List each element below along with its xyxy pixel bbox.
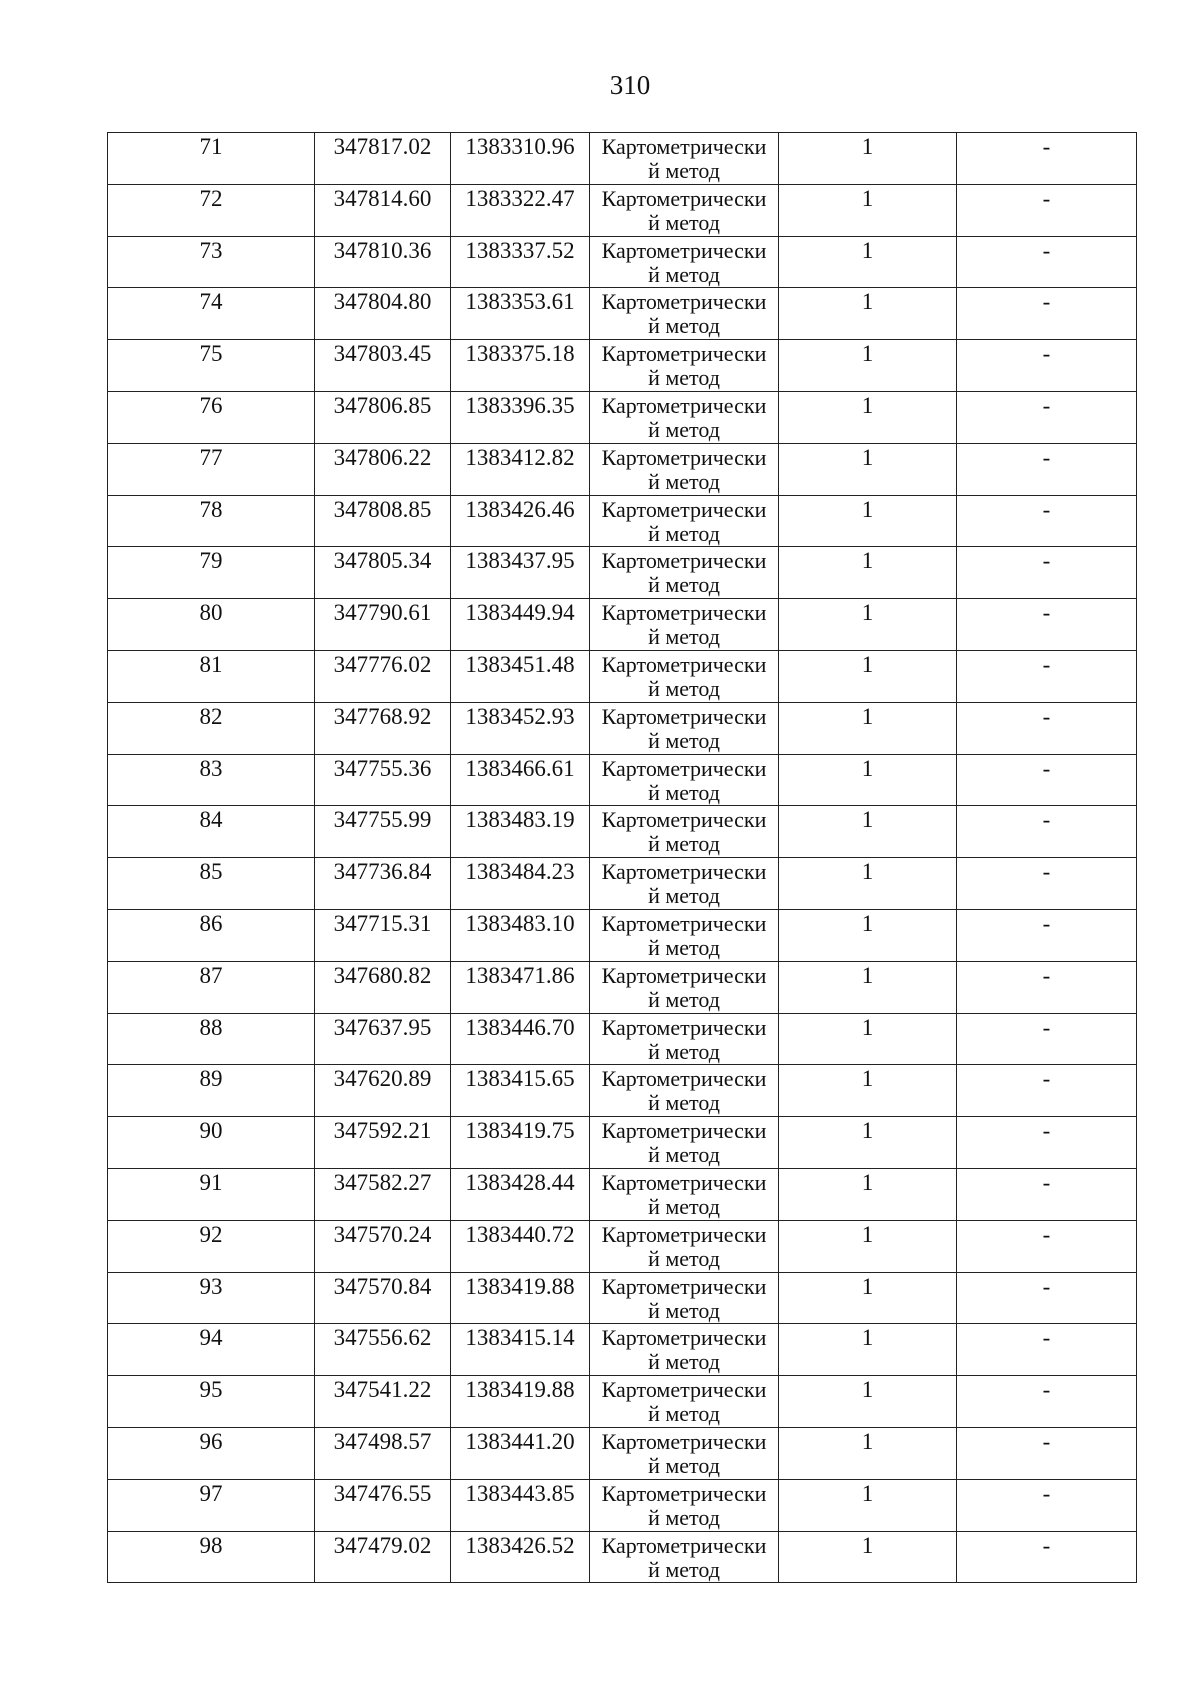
y-coordinate-cell: 1383466.61 bbox=[451, 754, 590, 806]
table-row bbox=[108, 702, 1137, 754]
y-coordinate-cell: 1383353.61 bbox=[451, 288, 590, 340]
method-line-2: й метод bbox=[648, 1090, 720, 1116]
point-number-cell: 84 bbox=[108, 806, 315, 858]
point-number-cell: 82 bbox=[108, 702, 315, 754]
y-coordinate-cell: 1383437.95 bbox=[451, 547, 590, 599]
note-cell: - bbox=[957, 1427, 1137, 1479]
precision-cell: 1 bbox=[779, 702, 957, 754]
x-coordinate-cell: 347804.80 bbox=[315, 288, 451, 340]
point-number-cell: 89 bbox=[108, 1065, 315, 1117]
method-cell bbox=[590, 650, 779, 702]
point-number-cell: 72 bbox=[108, 184, 315, 236]
point-number-cell: 75 bbox=[108, 340, 315, 392]
note-cell: - bbox=[957, 1117, 1137, 1169]
y-coordinate-cell: 1383483.19 bbox=[451, 806, 590, 858]
method-line-1: Картометрически bbox=[601, 910, 767, 936]
x-coordinate-cell: 347736.84 bbox=[315, 858, 451, 910]
point-number-cell: 96 bbox=[108, 1427, 315, 1479]
note-cell: - bbox=[957, 288, 1137, 340]
method-line-1: Картометрически bbox=[601, 651, 767, 677]
method-line-1: Картометрически bbox=[601, 600, 767, 626]
table-row bbox=[108, 1065, 1137, 1117]
note-cell: - bbox=[957, 702, 1137, 754]
precision-cell: 1 bbox=[779, 1168, 957, 1220]
coordinates-table bbox=[107, 132, 1137, 1583]
precision-cell: 1 bbox=[779, 909, 957, 961]
precision-cell: 1 bbox=[779, 1220, 957, 1272]
note-cell: - bbox=[957, 495, 1137, 547]
precision-cell: 1 bbox=[779, 1013, 957, 1065]
note-cell: - bbox=[957, 236, 1137, 288]
method-line-2: й метод bbox=[648, 209, 720, 235]
point-number-cell: 93 bbox=[108, 1272, 315, 1324]
precision-cell: 1 bbox=[779, 961, 957, 1013]
method-line-1: Картометрически bbox=[601, 1273, 767, 1299]
precision-cell: 1 bbox=[779, 288, 957, 340]
point-number-cell: 97 bbox=[108, 1479, 315, 1531]
method-line-1: Картометрически bbox=[601, 1532, 767, 1558]
method-cell bbox=[590, 1168, 779, 1220]
method-line-2: й метод bbox=[648, 158, 720, 183]
method-cell bbox=[590, 1376, 779, 1428]
precision-cell: 1 bbox=[779, 1427, 957, 1479]
table-row bbox=[108, 1531, 1137, 1583]
y-coordinate-cell: 1383415.65 bbox=[451, 1065, 590, 1117]
point-number-cell: 92 bbox=[108, 1220, 315, 1272]
method-cell bbox=[590, 184, 779, 236]
note-cell: - bbox=[957, 547, 1137, 599]
y-coordinate-cell: 1383451.48 bbox=[451, 650, 590, 702]
method-line-1: Картометрически bbox=[601, 1325, 767, 1351]
method-line-2: й метод bbox=[648, 365, 720, 391]
note-cell: - bbox=[957, 443, 1137, 495]
table-row bbox=[108, 1272, 1137, 1324]
note-cell: - bbox=[957, 909, 1137, 961]
method-line-2: й метод bbox=[648, 675, 720, 701]
point-number-cell: 88 bbox=[108, 1013, 315, 1065]
table-row bbox=[108, 495, 1137, 547]
method-cell bbox=[590, 443, 779, 495]
method-line-1: Картометрически bbox=[601, 1480, 767, 1506]
method-line-2: й метод bbox=[648, 1452, 720, 1478]
table-row bbox=[108, 288, 1137, 340]
y-coordinate-cell: 1383452.93 bbox=[451, 702, 590, 754]
method-line-1: Картометрически bbox=[601, 1118, 767, 1144]
precision-cell: 1 bbox=[779, 754, 957, 806]
table-row bbox=[108, 391, 1137, 443]
point-number-cell: 85 bbox=[108, 858, 315, 910]
precision-cell: 1 bbox=[779, 1272, 957, 1324]
precision-cell: 1 bbox=[779, 391, 957, 443]
table-row bbox=[108, 1427, 1137, 1479]
point-number-cell: 79 bbox=[108, 547, 315, 599]
x-coordinate-cell: 347479.02 bbox=[315, 1531, 451, 1583]
x-coordinate-cell: 347808.85 bbox=[315, 495, 451, 547]
x-coordinate-cell: 347755.36 bbox=[315, 754, 451, 806]
method-line-1: Картометрически bbox=[601, 496, 767, 522]
method-line-1: Картометрически bbox=[601, 755, 767, 781]
method-line-2: й метод bbox=[648, 1401, 720, 1427]
point-number-cell: 77 bbox=[108, 443, 315, 495]
method-line-2: й метод bbox=[648, 1245, 720, 1271]
table-row bbox=[108, 443, 1137, 495]
precision-cell: 1 bbox=[779, 236, 957, 288]
precision-cell: 1 bbox=[779, 133, 957, 185]
note-cell: - bbox=[957, 1272, 1137, 1324]
y-coordinate-cell: 1383419.75 bbox=[451, 1117, 590, 1169]
point-number-cell: 73 bbox=[108, 236, 315, 288]
note-cell: - bbox=[957, 133, 1137, 185]
table-row bbox=[108, 1220, 1137, 1272]
method-line-2: й метод bbox=[648, 883, 720, 909]
table-row bbox=[108, 650, 1137, 702]
precision-cell: 1 bbox=[779, 1117, 957, 1169]
page-number: 310 bbox=[609, 70, 651, 100]
method-cell bbox=[590, 858, 779, 910]
method-line-2: й метод bbox=[648, 1504, 720, 1530]
note-cell: - bbox=[957, 184, 1137, 236]
method-cell bbox=[590, 754, 779, 806]
point-number-cell: 95 bbox=[108, 1376, 315, 1428]
method-line-1: Картометрически bbox=[601, 807, 767, 833]
point-number-cell: 83 bbox=[108, 754, 315, 806]
method-line-1: Картометрически bbox=[601, 962, 767, 988]
method-cell bbox=[590, 236, 779, 288]
method-line-1: Картометрически bbox=[601, 444, 767, 470]
method-line-1: Картометрически bbox=[601, 392, 767, 418]
method-cell bbox=[590, 1427, 779, 1479]
method-line-2: й метод bbox=[648, 1038, 720, 1064]
y-coordinate-cell: 1383419.88 bbox=[451, 1376, 590, 1428]
method-line-2: й метод bbox=[648, 986, 720, 1012]
precision-cell: 1 bbox=[779, 184, 957, 236]
method-line-1: Картометрически bbox=[601, 237, 767, 263]
note-cell: - bbox=[957, 1531, 1137, 1583]
method-cell bbox=[590, 391, 779, 443]
table-row bbox=[108, 599, 1137, 651]
method-line-2: й метод bbox=[648, 1193, 720, 1219]
note-cell: - bbox=[957, 806, 1137, 858]
table-row bbox=[108, 1013, 1137, 1065]
y-coordinate-cell: 1383449.94 bbox=[451, 599, 590, 651]
x-coordinate-cell: 347680.82 bbox=[315, 961, 451, 1013]
y-coordinate-cell: 1383441.20 bbox=[451, 1427, 590, 1479]
method-line-1: Картометрически bbox=[601, 1428, 767, 1454]
precision-cell: 1 bbox=[779, 495, 957, 547]
method-line-2: й метод bbox=[648, 572, 720, 598]
method-line-2: й метод bbox=[648, 1297, 720, 1323]
precision-cell: 1 bbox=[779, 1065, 957, 1117]
table-row bbox=[108, 754, 1137, 806]
y-coordinate-cell: 1383443.85 bbox=[451, 1479, 590, 1531]
x-coordinate-cell: 347755.99 bbox=[315, 806, 451, 858]
method-cell bbox=[590, 1220, 779, 1272]
method-line-2: й метод bbox=[648, 261, 720, 287]
method-line-1: Картометрически bbox=[601, 1221, 767, 1247]
method-cell bbox=[590, 1117, 779, 1169]
y-coordinate-cell: 1383426.52 bbox=[451, 1531, 590, 1583]
method-cell bbox=[590, 547, 779, 599]
x-coordinate-cell: 347806.22 bbox=[315, 443, 451, 495]
y-coordinate-cell: 1383471.86 bbox=[451, 961, 590, 1013]
y-coordinate-cell: 1383412.82 bbox=[451, 443, 590, 495]
method-cell bbox=[590, 702, 779, 754]
precision-cell: 1 bbox=[779, 340, 957, 392]
table-row bbox=[108, 1117, 1137, 1169]
y-coordinate-cell: 1383483.10 bbox=[451, 909, 590, 961]
method-line-2: й метод bbox=[648, 1142, 720, 1168]
note-cell: - bbox=[957, 754, 1137, 806]
precision-cell: 1 bbox=[779, 547, 957, 599]
method-cell bbox=[590, 133, 779, 185]
note-cell: - bbox=[957, 961, 1137, 1013]
table-row bbox=[108, 858, 1137, 910]
method-cell bbox=[590, 495, 779, 547]
method-line-1: Картометрически bbox=[601, 859, 767, 885]
x-coordinate-cell: 347592.21 bbox=[315, 1117, 451, 1169]
y-coordinate-cell: 1383484.23 bbox=[451, 858, 590, 910]
method-cell bbox=[590, 961, 779, 1013]
x-coordinate-cell: 347570.24 bbox=[315, 1220, 451, 1272]
method-line-1: Картометрически bbox=[601, 185, 767, 211]
method-line-2: й метод bbox=[648, 468, 720, 494]
x-coordinate-cell: 347541.22 bbox=[315, 1376, 451, 1428]
x-coordinate-cell: 347810.36 bbox=[315, 236, 451, 288]
x-coordinate-cell: 347768.92 bbox=[315, 702, 451, 754]
method-cell bbox=[590, 599, 779, 651]
precision-cell: 1 bbox=[779, 1376, 957, 1428]
y-coordinate-cell: 1383428.44 bbox=[451, 1168, 590, 1220]
note-cell: - bbox=[957, 1324, 1137, 1376]
note-cell: - bbox=[957, 1220, 1137, 1272]
x-coordinate-cell: 347790.61 bbox=[315, 599, 451, 651]
method-line-1: Картометрически bbox=[601, 1066, 767, 1092]
note-cell: - bbox=[957, 1065, 1137, 1117]
method-line-2: й метод bbox=[648, 1556, 720, 1582]
x-coordinate-cell: 347582.27 bbox=[315, 1168, 451, 1220]
table-row bbox=[108, 1324, 1137, 1376]
table-row bbox=[108, 1376, 1137, 1428]
method-line-2: й метод bbox=[648, 831, 720, 857]
method-line-2: й метод bbox=[648, 1349, 720, 1375]
method-line-1: Картометрически bbox=[601, 703, 767, 729]
precision-cell: 1 bbox=[779, 806, 957, 858]
x-coordinate-cell: 347570.84 bbox=[315, 1272, 451, 1324]
point-number-cell: 78 bbox=[108, 495, 315, 547]
method-line-2: й метод bbox=[648, 624, 720, 650]
table-body bbox=[108, 133, 1137, 1583]
method-cell bbox=[590, 1065, 779, 1117]
x-coordinate-cell: 347715.31 bbox=[315, 909, 451, 961]
table-row bbox=[108, 547, 1137, 599]
point-number-cell: 74 bbox=[108, 288, 315, 340]
method-line-2: й метод bbox=[648, 313, 720, 339]
table-row bbox=[108, 961, 1137, 1013]
note-cell: - bbox=[957, 858, 1137, 910]
method-cell bbox=[590, 1324, 779, 1376]
method-line-1: Картометрически bbox=[601, 134, 767, 159]
table-row bbox=[108, 340, 1137, 392]
table-row bbox=[108, 1479, 1137, 1531]
y-coordinate-cell: 1383446.70 bbox=[451, 1013, 590, 1065]
method-line-1: Картометрически bbox=[601, 1377, 767, 1403]
note-cell: - bbox=[957, 599, 1137, 651]
method-cell bbox=[590, 806, 779, 858]
x-coordinate-cell: 347805.34 bbox=[315, 547, 451, 599]
y-coordinate-cell: 1383415.14 bbox=[451, 1324, 590, 1376]
method-cell bbox=[590, 1272, 779, 1324]
note-cell: - bbox=[957, 340, 1137, 392]
point-number-cell: 90 bbox=[108, 1117, 315, 1169]
method-line-2: й метод bbox=[648, 779, 720, 805]
table-row bbox=[108, 1168, 1137, 1220]
x-coordinate-cell: 347814.60 bbox=[315, 184, 451, 236]
note-cell: - bbox=[957, 1168, 1137, 1220]
point-number-cell: 98 bbox=[108, 1531, 315, 1583]
method-line-1: Картометрически bbox=[601, 1014, 767, 1040]
note-cell: - bbox=[957, 650, 1137, 702]
point-number-cell: 87 bbox=[108, 961, 315, 1013]
point-number-cell: 76 bbox=[108, 391, 315, 443]
x-coordinate-cell: 347498.57 bbox=[315, 1427, 451, 1479]
method-line-1: Картометрически bbox=[601, 341, 767, 367]
table-row bbox=[108, 184, 1137, 236]
point-number-cell: 91 bbox=[108, 1168, 315, 1220]
precision-cell: 1 bbox=[779, 1324, 957, 1376]
precision-cell: 1 bbox=[779, 650, 957, 702]
method-line-1: Картометрически bbox=[601, 289, 767, 315]
x-coordinate-cell: 347817.02 bbox=[315, 133, 451, 185]
x-coordinate-cell: 347803.45 bbox=[315, 340, 451, 392]
method-cell bbox=[590, 1479, 779, 1531]
note-cell: - bbox=[957, 1376, 1137, 1428]
y-coordinate-cell: 1383375.18 bbox=[451, 340, 590, 392]
point-number-cell: 81 bbox=[108, 650, 315, 702]
table-row bbox=[108, 133, 1137, 185]
precision-cell: 1 bbox=[779, 443, 957, 495]
point-number-cell: 71 bbox=[108, 133, 315, 185]
point-number-cell: 94 bbox=[108, 1324, 315, 1376]
note-cell: - bbox=[957, 1013, 1137, 1065]
x-coordinate-cell: 347556.62 bbox=[315, 1324, 451, 1376]
y-coordinate-cell: 1383426.46 bbox=[451, 495, 590, 547]
method-line-2: й метод bbox=[648, 520, 720, 546]
method-cell bbox=[590, 288, 779, 340]
method-cell bbox=[590, 1013, 779, 1065]
y-coordinate-cell: 1383419.88 bbox=[451, 1272, 590, 1324]
y-coordinate-cell: 1383440.72 bbox=[451, 1220, 590, 1272]
precision-cell: 1 bbox=[779, 599, 957, 651]
x-coordinate-cell: 347637.95 bbox=[315, 1013, 451, 1065]
precision-cell: 1 bbox=[779, 858, 957, 910]
x-coordinate-cell: 347476.55 bbox=[315, 1479, 451, 1531]
method-line-2: й метод bbox=[648, 934, 720, 960]
table-row bbox=[108, 236, 1137, 288]
method-line-1: Картометрически bbox=[601, 1169, 767, 1195]
y-coordinate-cell: 1383396.35 bbox=[451, 391, 590, 443]
method-cell bbox=[590, 340, 779, 392]
precision-cell: 1 bbox=[779, 1479, 957, 1531]
method-cell bbox=[590, 1531, 779, 1583]
point-number-cell: 86 bbox=[108, 909, 315, 961]
y-coordinate-cell: 1383337.52 bbox=[451, 236, 590, 288]
table-row bbox=[108, 909, 1137, 961]
x-coordinate-cell: 347806.85 bbox=[315, 391, 451, 443]
note-cell: - bbox=[957, 391, 1137, 443]
y-coordinate-cell: 1383310.96 bbox=[451, 133, 590, 185]
table-row bbox=[108, 806, 1137, 858]
precision-cell: 1 bbox=[779, 1531, 957, 1583]
method-line-2: й метод bbox=[648, 727, 720, 753]
point-number-cell: 80 bbox=[108, 599, 315, 651]
y-coordinate-cell: 1383322.47 bbox=[451, 184, 590, 236]
method-line-1: Картометрически bbox=[601, 548, 767, 574]
x-coordinate-cell: 347620.89 bbox=[315, 1065, 451, 1117]
method-line-2: й метод bbox=[648, 416, 720, 442]
x-coordinate-cell: 347776.02 bbox=[315, 650, 451, 702]
method-cell bbox=[590, 909, 779, 961]
note-cell: - bbox=[957, 1479, 1137, 1531]
